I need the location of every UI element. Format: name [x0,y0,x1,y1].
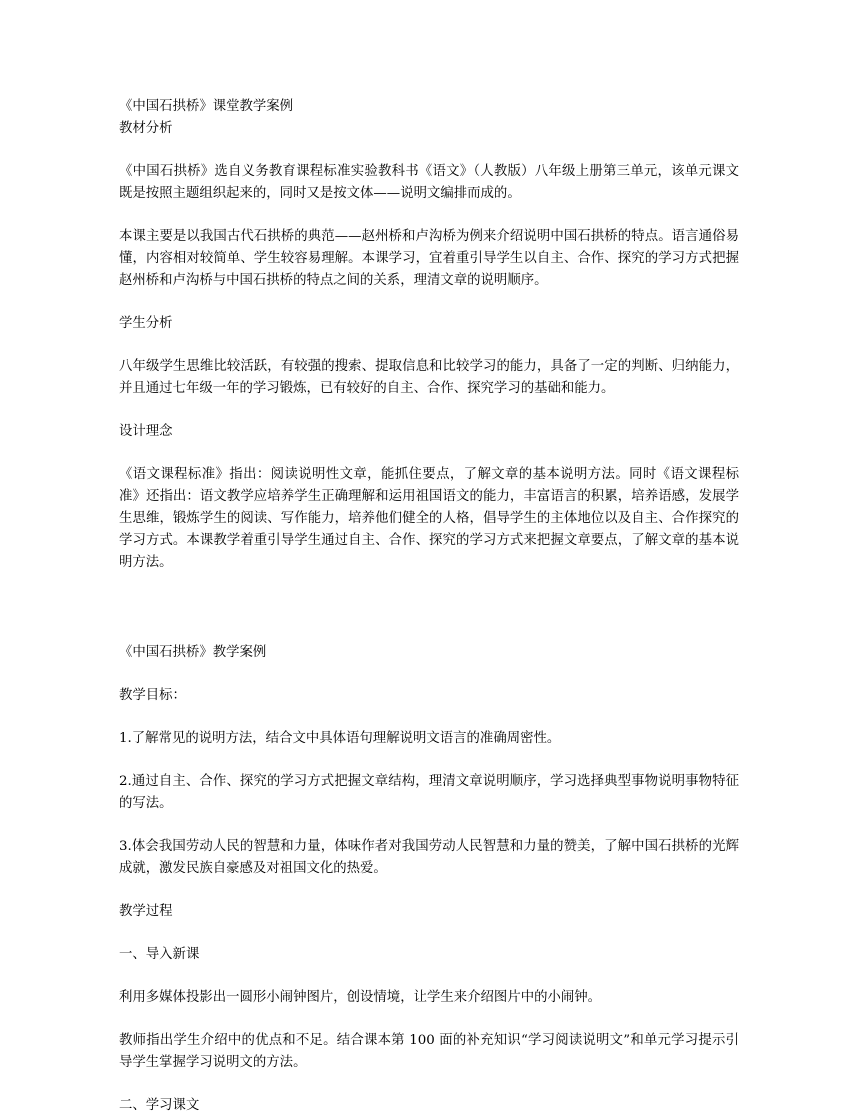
students-paragraph-1: 八年级学生思维比较活跃，有较强的搜索、提取信息和比较学习的能力，具备了一定的判断、归纳能力，并且通过七年级一年的学习锻炼，已有较好的自主、合作、探究学习的基础和能力。 [119,359,739,396]
document-page [119,96,739,1117]
design-paragraph-1: 《语文课程标准》指出：阅读说明性文章，能抓住要点，了解文章的基本说明方法。同时《语文课程标准》还指出：语文教学应培养学生正确理解和运用祖国语文的能力，丰富语言的积累，培养语感，发展学生思维，锻炼学生的阅读、写作能力，培养他们健全的人格，倡导学生的主体地位以及自主、合作探究的学习方式。本课教学着重引导学生通过自主、合作、探究的学习方式来把握文章要点，了解文章的基本说明方法。 [119,467,739,570]
step-1-heading: 一、导入新课 [119,947,200,962]
material-paragraph-2: 本课主要是以我国古代石拱桥的典范——赵州桥和卢沟桥为例来介绍说明中国石拱桥的特点。语言通俗易懂，内容相对较简单、学生较容易理解。本课学习，宜着重引导学生以自主、合作、探究的学习方式把握赵州桥和卢沟桥与中国石拱桥的特点之间的关系，理清文章的说明顺序。 [119,229,739,288]
process-heading: 教学过程 [119,904,173,919]
step-1-paragraph-2: 教师指出学生介绍中的优点和不足。结合课本第 100 面的补充知识“学习阅读说明文”和单元学习提示引导学生掌握学习说明文的方法。 [119,1033,739,1070]
section-heading-material: 教材分析 [119,121,173,136]
step-1-paragraph-1: 利用多媒体投影出一圆形小闹钟图片，创设情境，让学生来介绍图片中的小闹钟。 [119,990,602,1005]
step-2-heading: 二、学习课文 [119,1098,200,1113]
goal-item-3: 3.体会我国劳动人民的智慧和力量，体味作者对我国劳动人民智慧和力量的赞美，了解中国石拱桥的光辉成就，激发民族自豪感及对祖国文化的热爱。 [119,839,739,876]
goal-item-1: 1.了解常见的说明方法，结合文中具体语句理解说明文语言的准确周密性。 [119,731,561,746]
section-heading-design: 设计理念 [119,424,173,439]
document-title: 《中国石拱桥》课堂教学案例 [119,99,294,114]
goals-heading: 教学目标： [119,688,186,703]
goal-item-2: 2.通过自主、合作、探究的学习方式把握文章结构，理清文章说明顺序，学习选择典型事物说明事物特征的写法。 [119,774,739,811]
material-paragraph-1: 《中国石拱桥》选自义务教育课程标准实验教科书《语文》（人教版）八年级上册第三单元，该单元课文既是按照主题组织起来的，同时又是按文体——说明文编排而成的。 [119,164,739,201]
case-title: 《中国石拱桥》教学案例 [119,645,267,660]
section-heading-students: 学生分析 [119,316,173,331]
